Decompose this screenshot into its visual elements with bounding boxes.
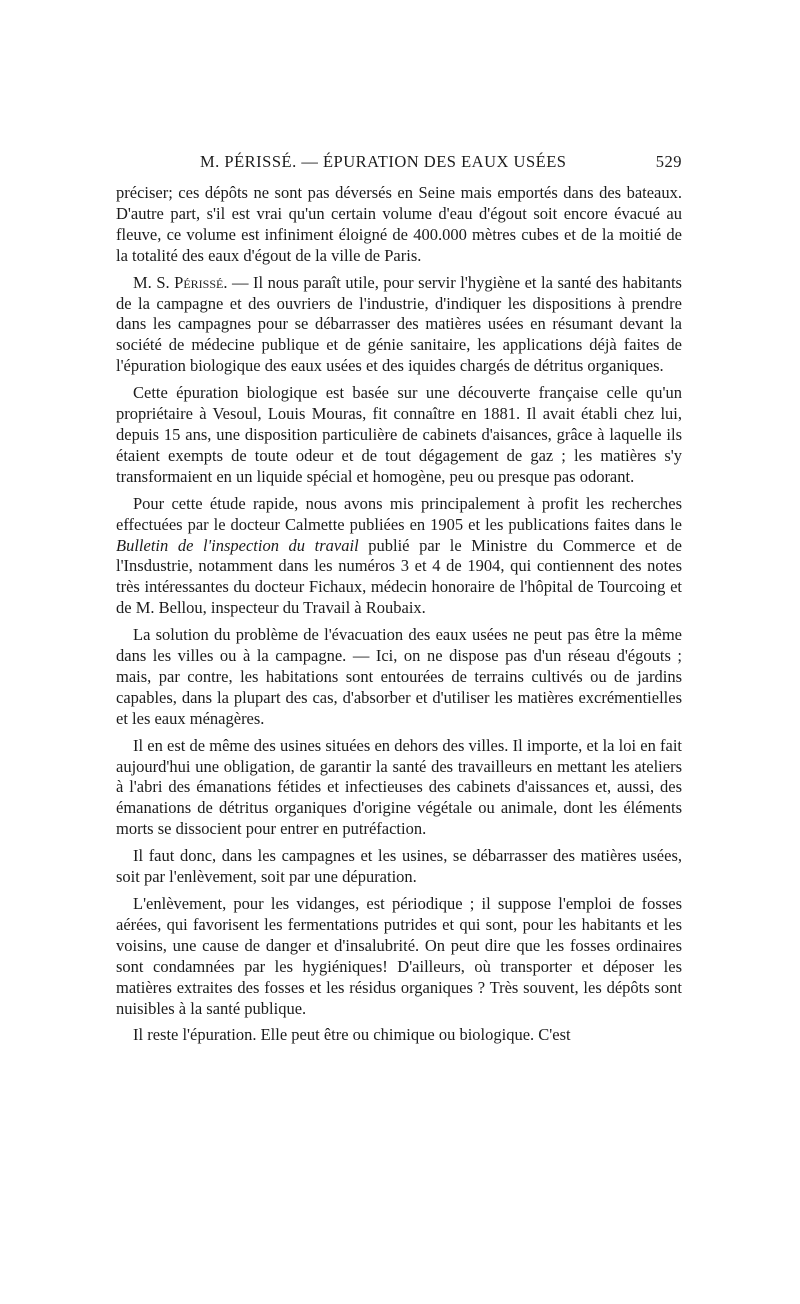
paragraph-6: Il en est de même des usines situées en dehors des villes. Il importe, et la loi en fait aujourd'hui une obligation, de garantir la santé des travailleurs en mettant les ateliers à l'abri des émanations fétides et infectieuses des cabinets d'aissances et, aussi, des émanations de détritus organiques d'origine végétale ou animale, dont les éléments morts se dissocient pour entrer en putréfaction. [116,735,682,839]
paragraph-7: Il faut donc, dans les campagnes et les usines, se débarrasser des matières usées, soit par l'enlèvement, soit par une dépuration. [116,846,682,887]
paragraph-4-text-before: Pour cette étude rapide, nous avons mis principalement à profit les recherches effectuées par le docteur Calmette publiées en 1905 et les publications faites dans le [116,493,682,534]
paragraph-8: L'enlèvement, pour les vidanges, est périodique ; il suppose l'emploi de fosses aérées, qui favorisent les fermentations putrides et qui sont, pour les habitants et les voisins, une cause de danger et d'insalubrité. On peut dire que les fosses ordinaires sont condamnées par les hygiéniques! D'ailleurs, où transporter et déposer les matières extraites des fosses et les résidus organiques ? Très souvent, les dépôts sont nuisibles à la santé publique. [116,894,682,1018]
paragraph-4-text-after: publié par le Ministre du Commerce et de l'Insdustrie, notamment dans les numéros 3 et 4 de 1904, qui contiennent des notes très intéressantes du docteur Fichaux, médecin honoraire de l'hôpital de Tourcoing et de M. Bellou, inspecteur du Travail à Roubaix. [116,535,682,618]
paragraph-5: La solution du problème de l'évacuation des eaux usées ne peut pas être la même dans les villes ou à la campagne. — Ici, on ne dispose pas d'un réseau d'égouts ; mais, par contre, les habitations sont entourées de terrains cultivés ou de jardins capables, dans la plupart des cas, d'absorber et d'utiliser les matières excrémentielles et les eaux ménagères. [116,625,682,728]
bulletin-title: Bulletin de l'inspection du travail [116,535,359,555]
running-header [118,152,682,172]
page-number: 529 [655,152,682,171]
body-text [116,183,682,1052]
paragraph-4 [116,494,682,619]
paragraph-2-text: — Il nous paraît utile, pour servir l'hygiène et la santé des habitants de la campagne et des ouvriers de l'industrie, d'indiquer les dispositions à prendre dans les campagnes pour se débarrasser des matières usées en résumant devant la société de médecine publique et de génie sanitaire, les applications déjà faites de l'épuration biologique des eaux usées et des iquides chargés de détritus organiques. [116,272,682,376]
paragraph-2 [116,273,682,378]
paragraph-3: Cette épuration biologique est basée sur une découverte française celle qu'un propriétaire à Vesoul, Louis Mouras, fit connaître en 1881. Il avait établi chez lui, depuis 15 ans, une disposition particulière de cabinets d'aisances, grâce à laquelle ils étaient exempts de toute odeur et de tout dégagement de gaz ; les matières s'y transformaient en un liquide spécial et homogène, peu ou presque pas odorant. [116,383,682,486]
running-title: M. PÉRISSÉ. — ÉPURATION DES EAUX USÉES [200,152,567,171]
paragraph-1: préciser; ces dépôts ne sont pas déversés en Seine mais emportés dans des bateaux. D'autre part, s'il est vrai qu'un certain volume d'eau d'égout soit encore évacué au fleuve, ce volume est infiniment éloigné de 400.000 mètres cubes et de la moitié de la totalité des eaux d'égout de la ville de Paris. [116,183,682,265]
speaker-name: M. S. Périssé. [133,272,228,292]
paragraph-9: Il reste l'épuration. Elle peut être ou chimique ou biologique. C'est [133,1025,571,1045]
